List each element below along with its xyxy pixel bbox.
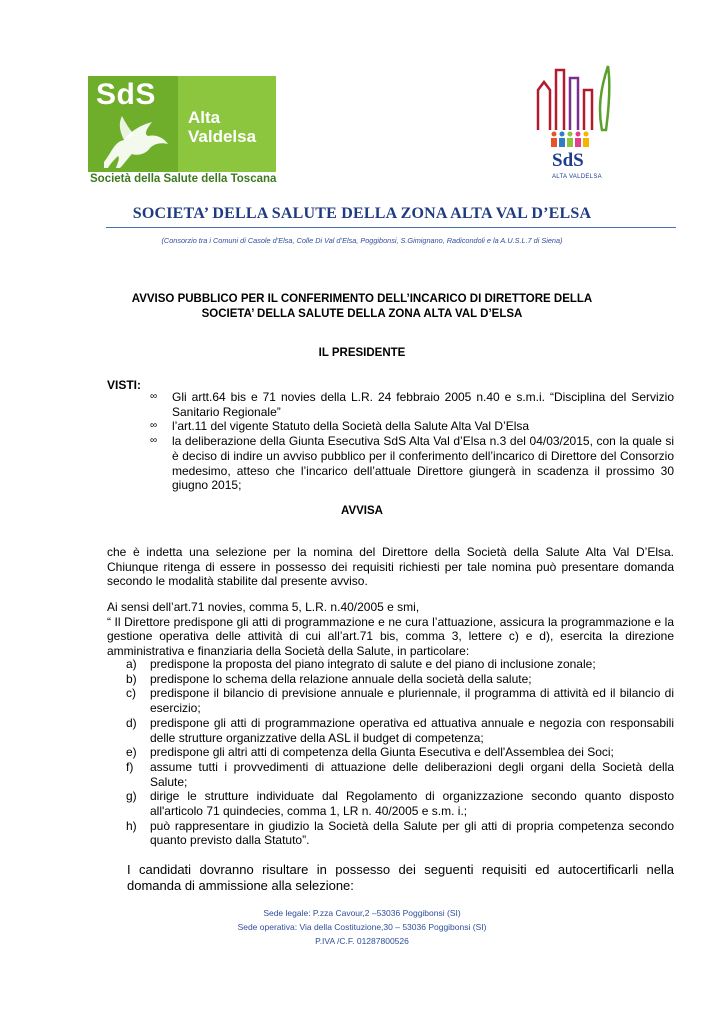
item-letter: e) — [126, 745, 137, 760]
logo-name — [188, 108, 256, 146]
list-item — [126, 789, 674, 818]
footer-legal-address: Sede legale: P.zza Cavour,2 –53036 Poggibonsi (SI) — [263, 908, 461, 918]
footer-operational-address: Sede operativa: Via della Costituzione,30 – 53036 Poggibonsi (SI) — [237, 922, 487, 932]
logo-mark: SdS — [96, 78, 156, 111]
list-item — [150, 419, 674, 434]
list-item — [150, 434, 674, 493]
list-item — [126, 716, 674, 745]
duties-intro-text: “ Il Direttore predispone gli atti di programmazione e ne cura l’attuazione, assicura la programmazione e la gestione operativa delle attività di cui all’art.71 bis, comma 3, lettere c) e d), esercita la direzione amministrativa e finanziaria della Società della Salute, in particolare: — [107, 614, 674, 659]
sds-emblem-logo — [530, 60, 620, 185]
item-text: predispone gli atti di programmazione operativa ed attuativa annuale e negozia con responsabili delle strutture organizzative della ASL il budget di competenza; — [150, 715, 674, 745]
item-text: predispone il bilancio di previsione annuale e pluriennale, il programma di attività ed il bilancio di esercizio; — [150, 686, 674, 716]
infinity-bullet-icon: ∞ — [150, 435, 158, 447]
list-item — [126, 672, 674, 687]
requirements-paragraph: I candidati dovranno risultare in possesso dei seguenti requisiti ed autocertificarli nella domanda di ammissione alla selezione: — [127, 862, 674, 893]
list-item — [126, 745, 674, 760]
item-text: predispone lo schema della relazione annuale della società della salute; — [150, 671, 532, 686]
list-item — [150, 390, 674, 419]
towers-emblem-icon — [530, 60, 620, 152]
logo-name-line: Alta — [188, 108, 221, 127]
list-item-text: Gli artt.64 bis e 71 novies della L.R. 24 febbraio 2005 n.40 e s.m.i. “Disciplina del Servizio Sanitario Regionale” — [172, 390, 674, 419]
director-duties-intro — [107, 600, 674, 659]
selection-paragraph: che è indetta una selezione per la nomina del Direttore della Società della Salute Alta Val D’Elsa. Chiunque ritenga di essere in possesso dei requisiti richiesti per tale nomina può presentare domanda secondo le modalità stabilite dal presente avviso. — [107, 545, 674, 589]
avvisa-heading: AVVISA — [341, 505, 383, 517]
item-letter: a) — [126, 657, 137, 671]
visti-list — [150, 390, 674, 493]
item-text: può rappresentare in giudizio la Società della Salute per gli atti di propria competenza secondo quanto previsto dalla Statuto”. — [150, 818, 674, 848]
item-text: predispone la proposta del piano integrato di salute e del piano di inclusione zonale; — [150, 657, 596, 671]
emblem-mark: SdS — [552, 150, 584, 171]
notice-heading-line: AVVISO PUBBLICO PER IL CONFERIMENTO DELL’INCARICO DI DIRETTORE DELLA — [131, 293, 593, 305]
item-letter: h) — [126, 818, 137, 833]
item-text: dirige le strutture individuate dal Regolamento di organizzazione secondo quanto disposto all'articolo 71 quindecies, comma 1, LR n. 40/2005 e s.m. i.; — [150, 789, 674, 819]
list-item — [126, 657, 674, 672]
item-text: assume tutti i provvedimenti di attuazione delle deliberazioni degli organi della Società della Salute; — [150, 759, 674, 789]
visti-label: VISTI: — [107, 378, 142, 392]
item-letter: f) — [126, 759, 134, 774]
logo-caption: Società della Salute della Toscana — [90, 173, 277, 185]
item-letter: c) — [126, 686, 136, 701]
logo-name-line: Valdelsa — [188, 127, 257, 146]
infinity-bullet-icon: ∞ — [150, 420, 158, 432]
president-heading: IL PRESIDENTE — [318, 347, 406, 359]
sds-alta-valdelsa-logo — [88, 76, 276, 189]
legal-reference: Ai sensi dell’art.71 novies, comma 5, L.R. n.40/2005 e smi, — [107, 600, 420, 614]
organization-title: SOCIETA’ DELLA SALUTE DELLA ZONA ALTA VAL D’ELSA — [132, 205, 592, 222]
title-divider — [106, 227, 676, 228]
notice-heading — [0, 292, 724, 322]
item-letter: d) — [126, 715, 137, 730]
list-item-text: la deliberazione della Giunta Esecutiva SdS Alta Val d’Elsa n.3 del 04/03/2015, con la quale si è deciso di indire un avviso pubblico per il conferimento dell’incarico di Direttore del Consorzio medesimo, atteso che l’incarico dell’attuale Direttore giungerà in scadenza il prossimo 30 giugno 2015; — [172, 434, 674, 493]
duties-list — [126, 657, 674, 848]
emblem-caption: ALTA VALDELSA — [552, 174, 602, 180]
consortium-subtitle: (Consorzio tra i Comuni di Casole d’Elsa, Colle Di Val d’Elsa, Poggibonsi, S.Gimignano, Radicondoli e la A.U.S.L.7 di Siena) — [161, 236, 563, 245]
list-item-text: l’art.11 del vigente Statuto della Società della Salute Alta Val D’Elsa — [172, 419, 530, 434]
infinity-bullet-icon: ∞ — [150, 391, 158, 402]
list-item — [126, 760, 674, 789]
item-letter: b) — [126, 671, 137, 686]
list-item — [126, 686, 674, 715]
list-item — [126, 819, 674, 848]
notice-heading-line: SOCIETA’ DELLA SALUTE DELLA ZONA ALTA VAL D’ELSA — [201, 308, 523, 320]
item-text: predispone gli altri atti di competenza della Giunta Esecutiva e dell'Assemblea dei Soci; — [150, 745, 614, 760]
winged-horse-icon — [94, 112, 174, 170]
item-letter: g) — [126, 789, 137, 804]
footer-vat-number: P.IVA /C.F. 01287800526 — [315, 936, 409, 946]
